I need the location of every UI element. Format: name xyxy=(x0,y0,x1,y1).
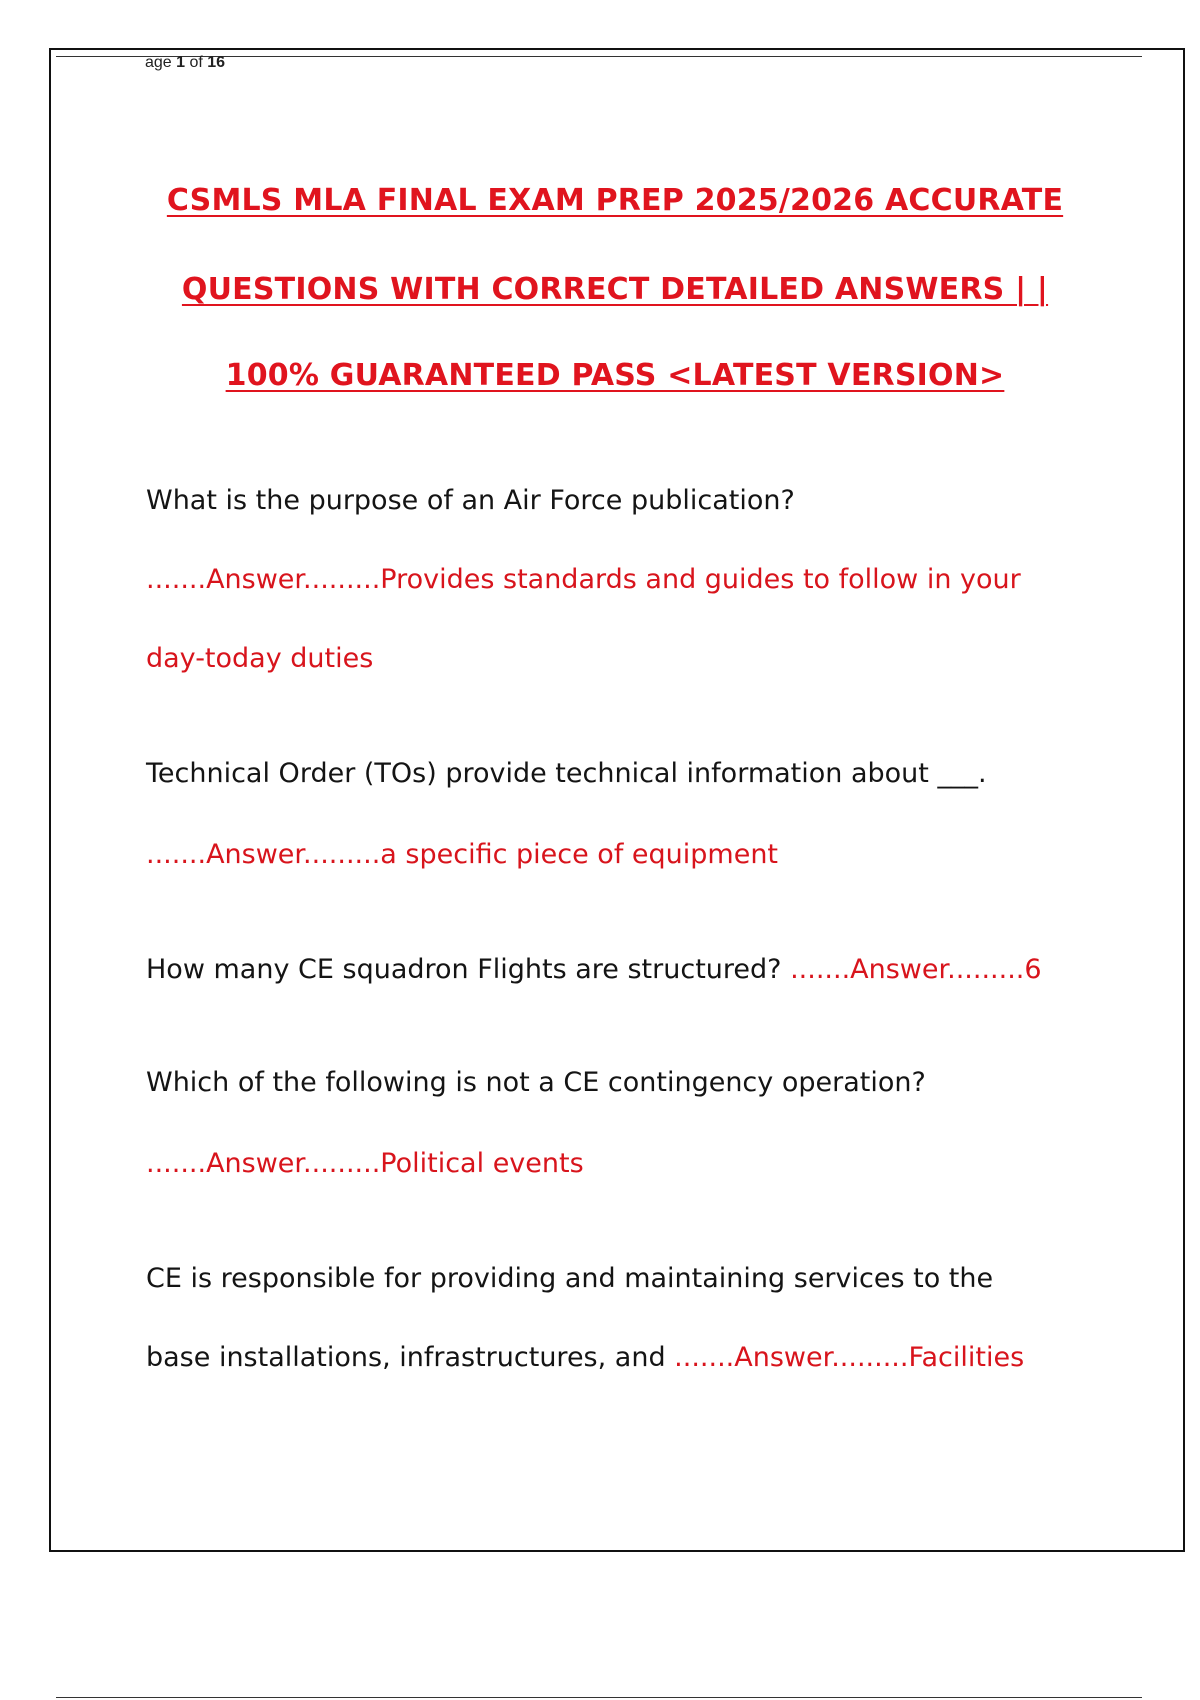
question-3: How many CE squadron Flights are structured? xyxy=(146,954,791,985)
page-total: 16 xyxy=(207,54,226,71)
question-5-line-2: base installations, infrastructures, and xyxy=(146,1342,675,1373)
page-prefix: age xyxy=(145,54,177,71)
answer-2: .......Answer.........a specific piece of equipment xyxy=(146,839,779,870)
answer-3: .......Answer.........6 xyxy=(790,954,1042,985)
page-of: of xyxy=(185,54,208,71)
document-title-line-3: 100% GUARANTEED PASS <LATEST VERSION> xyxy=(225,358,1005,393)
question-4: Which of the following is not a CE contingency operation? xyxy=(146,1067,926,1098)
footer-rule xyxy=(56,1697,1142,1698)
question-2: Technical Order (TOs) provide technical information about ___. xyxy=(146,758,987,789)
page-current: 1 xyxy=(176,54,186,71)
answer-4: .......Answer.........Political events xyxy=(146,1148,584,1179)
question-1: What is the purpose of an Air Force publication? xyxy=(146,485,795,516)
question-5-row xyxy=(146,1342,1024,1373)
document-title-line-1: CSMLS MLA FINAL EXAM PREP 2025/2026 ACCURATE xyxy=(166,183,1064,218)
answer-5: .......Answer.........Facilities xyxy=(674,1342,1025,1373)
question-5-line-1: CE is responsible for providing and maintaining services to the xyxy=(146,1263,994,1294)
answer-1-line-2: day-today duties xyxy=(146,643,374,674)
answer-1-line-1: .......Answer.........Provides standards and guides to follow in your xyxy=(146,564,1021,595)
page-number xyxy=(145,54,225,72)
question-3-row xyxy=(146,954,1042,985)
document-title-line-2: QUESTIONS WITH CORRECT DETAILED ANSWERS | | xyxy=(181,272,1049,307)
